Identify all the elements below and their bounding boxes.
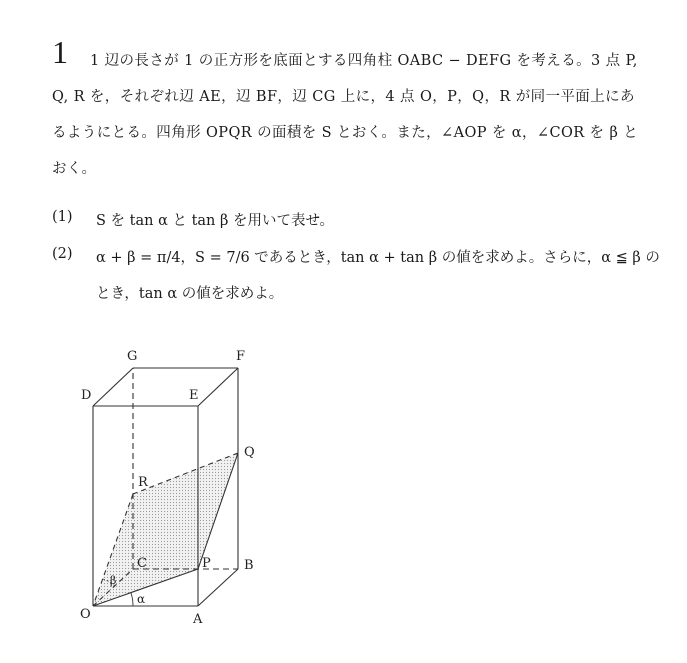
prism-figure	[70, 336, 290, 636]
label-b: B	[244, 558, 254, 573]
subproblem-2-text-line-1: α + β = π/4，S = 7/6 であるとき，tan α + tan β の値を求めよ。さらに，α ≦ β の	[96, 250, 660, 266]
edge-dg	[93, 368, 133, 406]
label-p: P	[202, 556, 211, 571]
label-a: A	[193, 612, 203, 627]
edge-ab	[198, 569, 238, 606]
subproblem-2-label: (2)	[52, 246, 73, 262]
subproblem-1-label: (1)	[52, 209, 73, 225]
edge-ef	[198, 368, 238, 406]
label-f: F	[236, 349, 246, 364]
label-e: E	[189, 388, 199, 403]
subproblem-2-text-line-2: とき，tan α の値を求めよ。	[96, 286, 284, 302]
label-r: R	[138, 475, 148, 490]
problem-number: 1	[52, 34, 68, 70]
problem-text-line-1: 1 辺の長さが 1 の正方形を底面とする四角柱 OABC − DEFG を考える。3 点 P,	[90, 53, 638, 69]
label-g: G	[127, 349, 138, 364]
label-beta: β	[110, 574, 117, 587]
label-c: C	[137, 556, 147, 571]
problem-text-line-3: るようにとる。四角形 OPQR の面積を S とおく。また，∠AOP を α，∠COR を β と	[52, 125, 639, 141]
label-alpha: α	[137, 592, 146, 606]
label-o: O	[80, 607, 91, 622]
label-d: D	[81, 388, 92, 403]
problem-text-line-4: おく。	[52, 161, 97, 177]
problem-text-line-2: Q, R を，それぞれ辺 AE，辺 BF，辺 CG 上に，4 点 O，P，Q，R が同一平面上にあ	[52, 89, 635, 105]
angle-alpha-arc	[131, 593, 133, 606]
label-q: Q	[244, 445, 255, 460]
subproblem-1-text: S を tan α と tan β を用いて表せ。	[96, 213, 335, 229]
